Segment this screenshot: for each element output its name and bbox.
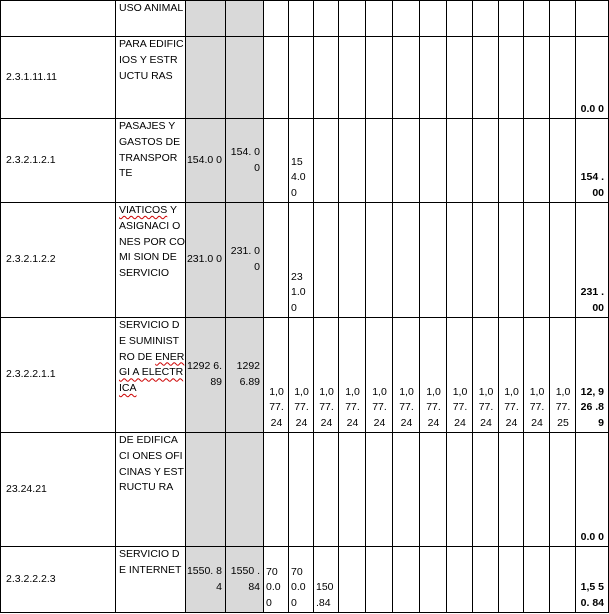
table-row [1,433,609,547]
month-cell [314,119,339,203]
month-cell [499,119,524,203]
description-part: ENERGI A ELECTRICA [119,350,185,395]
month-cell [264,433,289,547]
month-cell [524,203,550,318]
row-code [1,1,116,37]
table-row [1,318,609,433]
month-cell [264,119,289,203]
month-cell [393,119,420,203]
row-description: USO ANIMAL [116,1,186,37]
month-cell [499,1,524,37]
month-cell [393,203,420,318]
month-cell [366,203,393,318]
month-cell [499,547,524,613]
month-cell: 23 1.0 0 [289,203,314,318]
month-cell [473,37,499,119]
month-cell [447,547,473,613]
month-cell [473,547,499,613]
month-cell [264,1,289,37]
row-code: 23.24.21 [1,433,116,547]
row-code: 2.3.2.1.2.2 [1,203,116,318]
month-cell: 1,0 77. 24 [393,318,420,433]
month-cell [339,1,366,37]
month-cell: 1,0 77. 25 [550,318,576,433]
table-row [1,119,609,203]
month-cell [314,203,339,318]
month-cell [420,119,447,203]
month-cell [393,37,420,119]
row-description: PARA EDIFICIOS Y ESTRUCTU RAS [116,37,186,119]
month-cell [447,203,473,318]
month-cell [447,37,473,119]
month-cell [447,119,473,203]
row-code: 2.3.2.2.1.1 [1,318,116,433]
budget-val2: 154. 00 [226,119,264,203]
table-row [1,1,609,37]
month-cell [314,433,339,547]
month-cell: 1,0 77. 24 [447,318,473,433]
month-cell [524,433,550,547]
row-description: SERVICIO DE INTERNET [116,547,186,613]
description-part: SERVICIO DE SUMINIST RO DE [119,319,180,363]
month-cell [314,37,339,119]
month-cell [420,547,447,613]
month-cell [264,203,289,318]
row-code: 2.3.1.11.11 [1,37,116,119]
month-cell: 1,0 77. 24 [473,318,499,433]
description-part: Y ASIGNACI ONES POR COMI SION DE SERVICIO [119,204,185,280]
month-cell [289,1,314,37]
row-total: 0.0 0 [576,37,609,119]
month-cell [339,433,366,547]
budget-val1: 1550. 84 [186,547,226,613]
table-row [1,37,609,119]
row-total [576,1,609,37]
month-cell [366,547,393,613]
month-cell: 1,0 77. 24 [366,318,393,433]
row-code: 2.3.2.2.2.3 [1,547,116,613]
table-row [1,203,609,318]
month-cell: 1,0 77. 24 [289,318,314,433]
budget-val2 [226,1,264,37]
month-cell: 1,0 77. 24 [499,318,524,433]
budget-val2: 231. 00 [226,203,264,318]
month-cell [420,37,447,119]
month-cell: 15 4.0 0 [289,119,314,203]
month-cell: 1,0 77. 24 [420,318,447,433]
row-description: PASAJES Y GASTOS DE TRANSPOR TE [116,119,186,203]
month-cell [393,433,420,547]
month-cell [366,433,393,547]
month-cell [447,1,473,37]
month-cell [473,433,499,547]
month-cell [420,1,447,37]
month-cell [420,203,447,318]
month-cell [366,37,393,119]
month-cell [473,203,499,318]
row-total: 0.0 0 [576,433,609,547]
budget-val1 [186,37,226,119]
row-total: 231 .00 [576,203,609,318]
budget-val1 [186,1,226,37]
month-cell [550,433,576,547]
budget-val2 [226,433,264,547]
month-cell [473,119,499,203]
month-cell: 1,0 77. 24 [314,318,339,433]
budget-val1: 154.0 0 [186,119,226,203]
month-cell [393,1,420,37]
month-cell [499,37,524,119]
budget-val2: 1550 .84 [226,547,264,613]
month-cell [339,547,366,613]
month-cell: 70 0.0 0 [264,547,289,613]
budget-val1: 231.0 0 [186,203,226,318]
budget-val2: 1292 6.89 [226,318,264,433]
month-cell [524,119,550,203]
row-description [116,203,186,318]
month-cell [264,37,289,119]
row-description: DE EDIFICACI ONES OFICINAS Y ESTRUCTU RA [116,433,186,547]
row-total: 12, 926 .89 [576,318,609,433]
month-cell [420,433,447,547]
month-cell [499,203,524,318]
month-cell: 70 0.0 0 [289,547,314,613]
month-cell [550,203,576,318]
month-cell [524,547,550,613]
month-cell [289,433,314,547]
month-cell [289,37,314,119]
table-row [1,547,609,613]
month-cell [550,1,576,37]
month-cell [393,547,420,613]
budget-val2 [226,37,264,119]
month-cell [366,1,393,37]
month-cell [550,37,576,119]
month-cell [524,37,550,119]
month-cell [447,433,473,547]
month-cell [473,1,499,37]
month-cell [524,1,550,37]
description-part: VIATICOS [119,204,168,216]
month-cell [339,119,366,203]
month-cell: 1,0 77. 24 [524,318,550,433]
budget-val1: 1292 6.89 [186,318,226,433]
month-cell [550,547,576,613]
month-cell [339,37,366,119]
month-cell [499,433,524,547]
budget-val1 [186,433,226,547]
month-cell [314,1,339,37]
month-cell [550,119,576,203]
month-cell: 1,0 77. 24 [264,318,289,433]
month-cell [366,119,393,203]
row-code: 2.3.2.1.2.1 [1,119,116,203]
month-cell: 1,0 77. 24 [339,318,366,433]
row-total: 1,5 50. 84 [576,547,609,613]
month-cell [339,203,366,318]
row-description [116,318,186,433]
row-total: 154 .00 [576,119,609,203]
month-cell: 150 .84 [314,547,339,613]
